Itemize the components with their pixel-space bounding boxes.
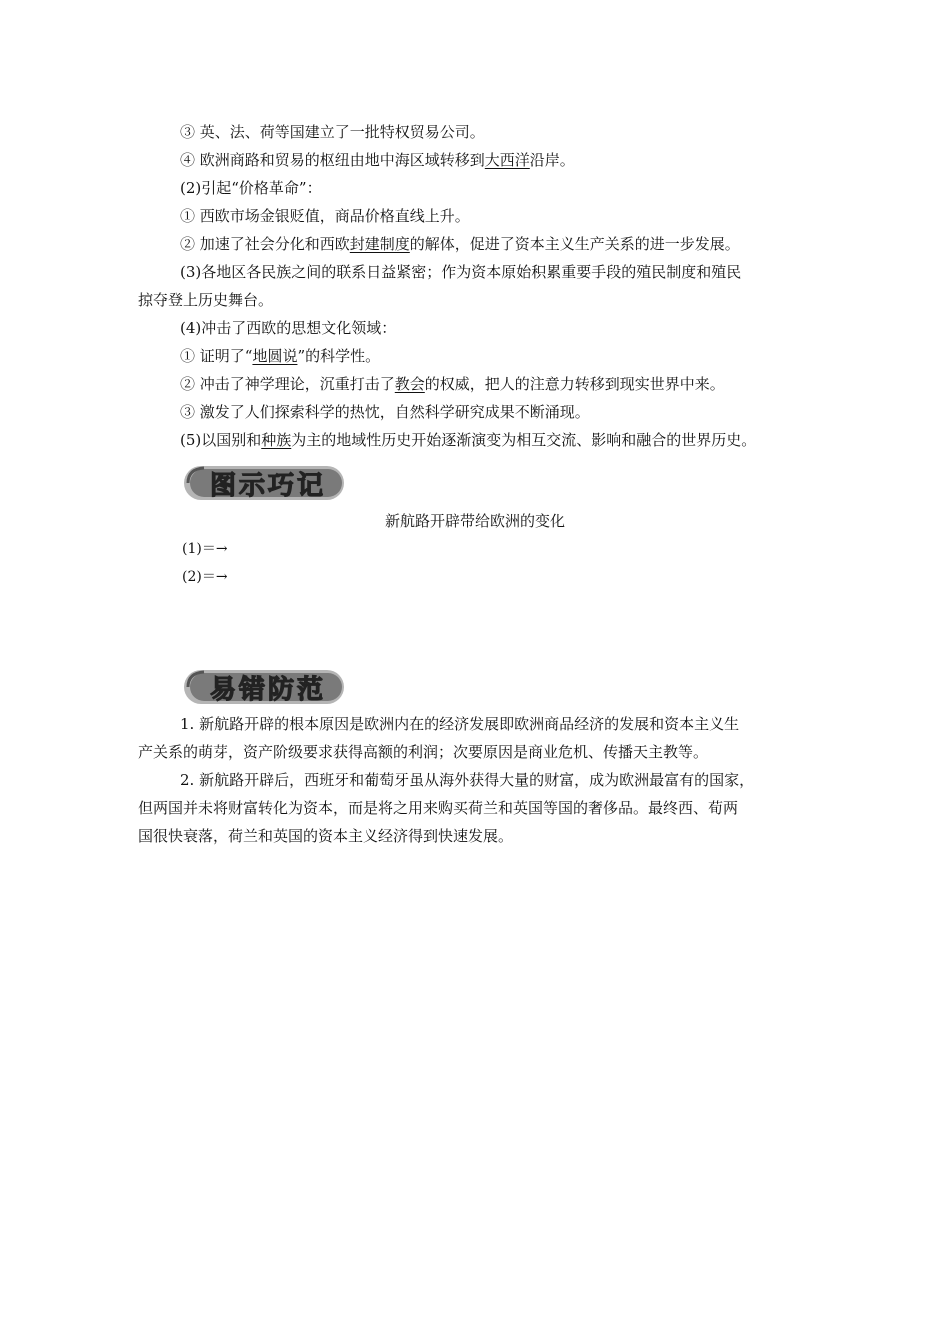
diagram-title: 新航路开辟带给欧洲的变化 (384, 512, 565, 530)
text-line-p4-item3: ③ 激发了人们探索科学的热忱，自然科学研究成果不断涌现。 (180, 403, 590, 421)
text-segment: 的权威，把人的注意力转移到现实世界中来。 (424, 375, 725, 393)
text-line-p2-item1: ① 西欧市场金银贬值，商品价格直线上升。 (180, 207, 470, 225)
text-line-p3-line2: 掠夺登上历史舞台。 (138, 291, 274, 309)
text-line-p5 (180, 430, 756, 450)
text-line-error1-line1: 1. 新航路开辟的根本原因是欧洲内在的经济发展即欧洲商品经济的发展和资本主义生 (180, 715, 740, 733)
text-segment: 的解体，促进了资本主义生产关系的进一步发展。 (409, 235, 740, 253)
section-badge-errors (182, 667, 348, 707)
text-line-error2-line2: 但两国并未将财富转化为资本，而是将之用来购买荷兰和英国等国的奢侈品。最终西、荀两 (138, 799, 739, 817)
text-line-p4-item2 (180, 374, 725, 394)
paragraph-heading-4: (4)冲击了西欧的思想文化领域： (180, 319, 397, 337)
text-line-p3-line1: (3)各地区各民族之间的联系日益紧密；作为资本原始积累重要手段的殖民制度和殖民 (180, 263, 742, 281)
text-line-p2-item2 (180, 234, 740, 254)
text-segment: ”的科学性。 (297, 347, 381, 365)
text-segment: 沿岸。 (529, 151, 575, 169)
underlined-term: 教会 (394, 375, 425, 393)
text-line-error1-line2: 产关系的萌芽，资产阶级要求获得高额的利润；次要原因是商业危机、传播天主教等。 (138, 743, 709, 761)
diagram-row-1: (1)＝→ (182, 541, 228, 557)
text-segment: ② 加速了社会分化和西欧 (180, 235, 350, 253)
paragraph-heading-2: (2)引起“价格革命”： (180, 179, 322, 197)
text-line-item4 (180, 150, 575, 170)
text-segment: ① 证明了“ (180, 347, 253, 365)
badge-label: 图示巧记 (209, 470, 326, 501)
underlined-term: 地圆说 (252, 347, 298, 365)
diagram-row-2: (2)＝→ (182, 569, 228, 585)
underlined-term: 封建制度 (349, 235, 410, 253)
underlined-term: 大西洋 (484, 151, 530, 169)
text-line-error2-line1: 2. 新航路开辟后，西班牙和葡萄牙虽从海外获得大量的财富，成为欧洲最富有的国家， (180, 771, 755, 789)
text-line-error2-line3: 国很快衰落，荷兰和英国的资本主义经济得到快速发展。 (138, 827, 514, 845)
section-badge-memory (182, 463, 348, 503)
text-segment: (5)以国别和 (180, 431, 262, 449)
badge-label: 易错防范 (209, 674, 326, 705)
text-segment: ② 冲击了神学理论，沉重打击了 (180, 375, 395, 393)
text-line-item3: ③ 英、法、荷等国建立了一批特权贸易公司。 (180, 123, 485, 141)
underlined-term: 种族 (261, 431, 292, 449)
text-segment: ④ 欧洲商路和贸易的枢纽由地中海区域转移到 (180, 151, 485, 169)
text-line-p4-item1 (180, 346, 380, 366)
text-segment: 为主的地域性历史开始逐渐演变为相互交流、影响和融合的世界历史。 (291, 431, 757, 449)
